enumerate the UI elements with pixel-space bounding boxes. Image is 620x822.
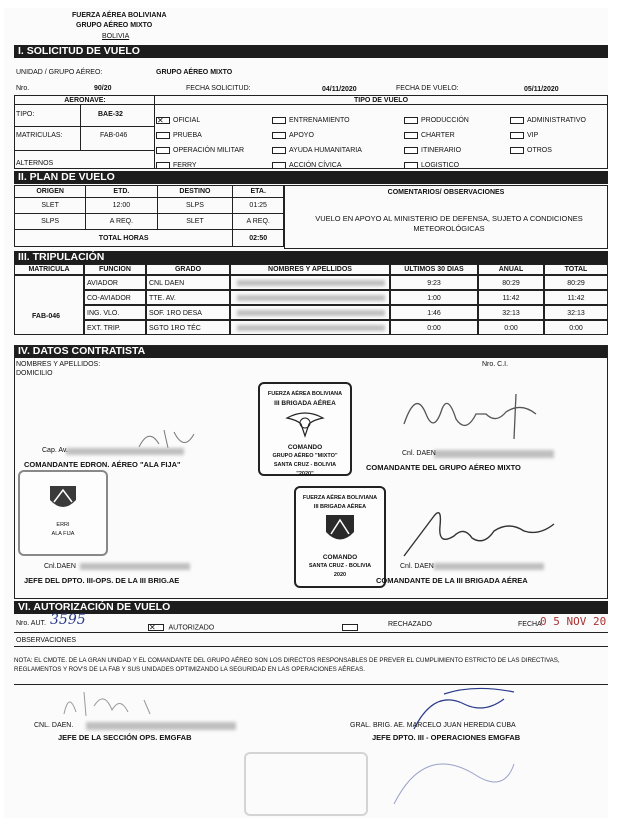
row2-origen: SLPS xyxy=(15,214,86,230)
crew-total: 32:13 xyxy=(544,305,608,320)
header-line3: BOLIVIA xyxy=(102,33,130,40)
option-label: VIP xyxy=(527,132,539,140)
crew-total: 0:00 xyxy=(544,320,608,335)
crew-name-redacted xyxy=(230,275,390,290)
section-6-title: VI. AUTORIZACIÓN DE VUELO xyxy=(14,601,608,614)
crew-total: 80:29 xyxy=(544,275,608,290)
crew-name-redacted xyxy=(230,290,390,305)
header-line2: GRUPO AÉREO MIXTO xyxy=(76,22,153,29)
option-label: OTROS xyxy=(527,147,552,155)
nro-aut-label: Nro. AUT. xyxy=(16,620,46,627)
sig1-title: COMANDANTE EDRON. AÉREO "ALA FIJA" xyxy=(24,460,181,469)
sig5-title: JEFE DE LA SECCIÓN OPS. EMGFAB xyxy=(58,733,192,742)
comments-text: VUELO EN APOYO AL MINISTERIO DE DEFENSA, SUJETO A CONDICIONES METEOROLÓGICAS xyxy=(315,214,583,233)
checkbox[interactable] xyxy=(510,147,524,154)
domicilio-label: DOMICILIO xyxy=(16,370,53,377)
sig4-name: Cnl. DAEN xyxy=(400,563,434,570)
sig3-title: JEFE DEL DPTO. III-OPS. DE LA III BRIG.AE xyxy=(24,576,180,585)
option-label: OPERACIÓN MILITAR xyxy=(173,147,245,155)
sig6-title: JEFE DPTO. III - OPERACIONES EMGFAB xyxy=(372,733,521,742)
checkbox[interactable] xyxy=(272,147,286,154)
option-label: PRODUCCIÓN xyxy=(421,117,469,125)
fecha-solicitud-value: 04/11/2020 xyxy=(322,86,357,93)
sig4-title: COMANDANTE DE LA III BRIGADA AÉREA xyxy=(376,576,528,585)
matricula-value: FAB-046 xyxy=(100,132,128,139)
checkbox[interactable] xyxy=(272,162,286,169)
crew-u30: 1:46 xyxy=(390,305,478,320)
col-nombres: NOMBRES Y APELLIDOS xyxy=(230,264,390,275)
crew-grado: SOF. 1RO DESA xyxy=(146,305,230,320)
option-otros[interactable] xyxy=(510,142,552,160)
tipo-label: TIPO: xyxy=(16,111,35,118)
nro-ci-label: Nro. C.I. xyxy=(482,361,509,368)
aeronave-label: AERONAVE: xyxy=(64,97,106,104)
crew-anual: 11:42 xyxy=(478,290,544,305)
row1-origen: SLET xyxy=(15,198,86,214)
total-horas-value: 02:50 xyxy=(233,230,284,247)
fecha-solicitud-label: FECHA SOLICITUD: xyxy=(186,85,251,92)
crew-grado: CNL DAEN xyxy=(146,275,230,290)
rechazado-option[interactable] xyxy=(342,619,358,637)
sig2-title: COMANDANTE DEL GRUPO AÉREO MIXTO xyxy=(366,463,521,472)
col-grado: GRADO xyxy=(146,264,230,275)
checkbox[interactable] xyxy=(156,147,170,154)
section-2-title: II. PLAN DE VUELO xyxy=(14,171,608,184)
crew-anual: 0:00 xyxy=(478,320,544,335)
unit-value: GRUPO AÉREO MIXTO xyxy=(156,69,233,76)
row2-eta: A REQ. xyxy=(233,214,284,230)
option-label: LOGISTICO xyxy=(421,162,460,170)
option-label: ACCIÓN CÍVICA xyxy=(289,162,342,170)
crew-funcion: ING. VLO. xyxy=(84,305,146,320)
stamp-grupo-aereo: FUERZA AÉREA BOLIVIANA III BRIGADA AÉREA COMANDO GRUPO AÉREO "MIXTO" SANTA CRUZ - BOLIVIA "2020" xyxy=(258,382,352,476)
checkbox[interactable] xyxy=(272,117,286,124)
flight-request-document xyxy=(4,8,608,818)
faint-signature-icon xyxy=(384,744,524,814)
option-label: AYUDA HUMANITARIA xyxy=(289,147,362,155)
nombres-label: NOMBRES Y APELLIDOS: xyxy=(16,361,101,368)
crew-anual: 80:29 xyxy=(478,275,544,290)
tipo-vuelo-label: TIPO DE VUELO xyxy=(353,97,409,104)
observaciones-label: OBSERVACIONES xyxy=(16,637,77,644)
checkbox[interactable] xyxy=(156,117,170,124)
col-anual: ANUAL xyxy=(478,264,544,275)
option-label: PRUEBA xyxy=(173,132,202,140)
col-etd: ETD. xyxy=(86,186,157,198)
option-label: ENTRENAMIENTO xyxy=(289,117,350,125)
autorizado-checkbox[interactable] xyxy=(148,624,164,631)
col-total: TOTAL xyxy=(544,264,608,275)
row2-etd: A REQ. xyxy=(86,214,157,230)
option-label: OFICIAL xyxy=(173,117,201,125)
fecha-vuelo-value: 05/11/2020 xyxy=(524,86,559,93)
nro-aut-value: 3595 xyxy=(50,612,86,628)
checkbox[interactable] xyxy=(510,132,524,139)
autorizado-label: AUTORIZADO xyxy=(168,624,215,632)
crew-funcion: EXT. TRIP. xyxy=(84,320,146,335)
checkbox[interactable] xyxy=(510,117,524,124)
sig3-name: Cnl.DAEN xyxy=(44,563,76,570)
crew-table xyxy=(14,264,608,341)
option-label: FERRY xyxy=(173,162,197,170)
signature-comandante-grupo-icon xyxy=(396,384,556,444)
option-label: ADMINISTRATIVO xyxy=(527,117,586,125)
alternos-label: ALTERNOS xyxy=(16,160,54,167)
flight-plan-table xyxy=(14,185,284,247)
sig6-name: GRAL. BRIG. AE. MARCELO JUAN HEREDIA CUBA xyxy=(350,722,516,729)
option-label: APOYO xyxy=(289,132,314,140)
checkbox[interactable] xyxy=(404,162,418,169)
crew-name-redacted xyxy=(230,305,390,320)
signature-comandante-brigada-icon xyxy=(394,506,564,566)
crew-name-redacted xyxy=(230,320,390,335)
stamp-ala-fija: ERRI ALA FIJA xyxy=(18,470,108,556)
option-label: CHARTER xyxy=(421,132,455,140)
crew-matricula: FAB-046 xyxy=(32,313,61,320)
checkbox[interactable] xyxy=(156,162,170,169)
crew-grado: SGTO 1RO TÉC xyxy=(146,320,230,335)
signature-jefe-seccion-icon xyxy=(54,686,194,720)
autorizado-option[interactable] xyxy=(148,619,214,637)
row1-etd: 12:00 xyxy=(86,198,157,214)
eagle-emblem-icon xyxy=(285,408,325,438)
fecha-aut-stamp: 0 5 NOV 20 xyxy=(540,615,607,628)
fecha-aut-label: FECHA xyxy=(518,621,542,628)
checkbox[interactable] xyxy=(156,132,170,139)
checkbox[interactable] xyxy=(404,147,418,154)
sig2-name: Cnl. DAEN xyxy=(402,450,436,457)
col-ultimos: ULTIMOS 30 DIAS xyxy=(390,264,478,275)
section-4-title: IV. DATOS CONTRATISTA xyxy=(14,345,608,358)
crew-grado: TTE. AV. xyxy=(146,290,230,305)
sig5-name: CNL. DAEN. xyxy=(34,722,74,729)
row1-eta: 01:25 xyxy=(233,198,284,214)
crew-anual: 32:13 xyxy=(478,305,544,320)
section-3-title: III. TRIPULACIÓN xyxy=(14,251,608,264)
col-eta: ETA. xyxy=(233,186,284,198)
col-matricula: MATRICULA xyxy=(14,264,84,275)
nro-value: 90/20 xyxy=(94,85,112,92)
header-line1: FUERZA AÉREA BOLIVIANA xyxy=(72,12,167,19)
crew-funcion: CO-AVIADOR xyxy=(84,290,146,305)
unit-label: UNIDAD / GRUPO AÉREO: xyxy=(16,69,103,76)
tipo-value: BAE-32 xyxy=(98,111,123,118)
checkbox[interactable] xyxy=(404,117,418,124)
fecha-vuelo-label: FECHA DE VUELO: xyxy=(396,85,459,92)
row1-destino: SLPS xyxy=(157,198,233,214)
crew-u30: 9:23 xyxy=(390,275,478,290)
rechazado-label: RECHAZADO xyxy=(388,621,432,628)
crew-u30: 1:00 xyxy=(390,290,478,305)
crew-matricula-cell xyxy=(14,275,84,335)
nota-text: NOTA: EL CMDTE. DE LA GRAN UNIDAD Y EL COMANDANTE DEL GRUPO AÉREO SON LOS DIRECTOS RESPONSABLES DE PREVER EL CUMPLIMIENTO ESTRICTO DE LAS DIRECTIVAS, REGLAMENTOS Y ROV'S DE LA FAB Y SUS UNIDADES OPTIMIZANDO LA SEGURIDAD EN LAS OPERACIONES AÉREAS. xyxy=(14,657,560,673)
row2-destino: SLET xyxy=(157,214,233,230)
rechazado-checkbox[interactable] xyxy=(342,624,358,631)
col-funcion: FUNCION xyxy=(84,264,146,275)
crew-u30: 0:00 xyxy=(390,320,478,335)
matricula-label: MATRICULAS: xyxy=(16,132,63,139)
checkbox[interactable] xyxy=(272,132,286,139)
col-origen: ORIGEN xyxy=(15,186,86,198)
crew-funcion: AVIADOR xyxy=(84,275,146,290)
crew-total: 11:42 xyxy=(544,290,608,305)
nro-label: Nro. xyxy=(16,85,30,92)
option-label: ITINERARIO xyxy=(421,147,462,155)
checkbox[interactable] xyxy=(404,132,418,139)
brigade-shield-icon xyxy=(323,512,357,548)
stamp-brigada-aerea: FUERZA AÉREA BOLIVIANA III BRIGADA AÉREA COMANDO SANTA CRUZ - BOLIVIA 2020 xyxy=(294,486,386,588)
total-horas-label: TOTAL HORAS xyxy=(15,230,233,247)
col-destino: DESTINO xyxy=(157,186,233,198)
faint-stamp-mark xyxy=(244,752,368,816)
comments-label: COMENTARIOS/ OBSERVACIONES xyxy=(387,189,505,196)
shield-emblem-icon xyxy=(46,482,80,516)
section-1-title: I. SOLICITUD DE VUELO xyxy=(14,45,608,58)
sig1-name: Cap. Av. xyxy=(42,447,68,454)
